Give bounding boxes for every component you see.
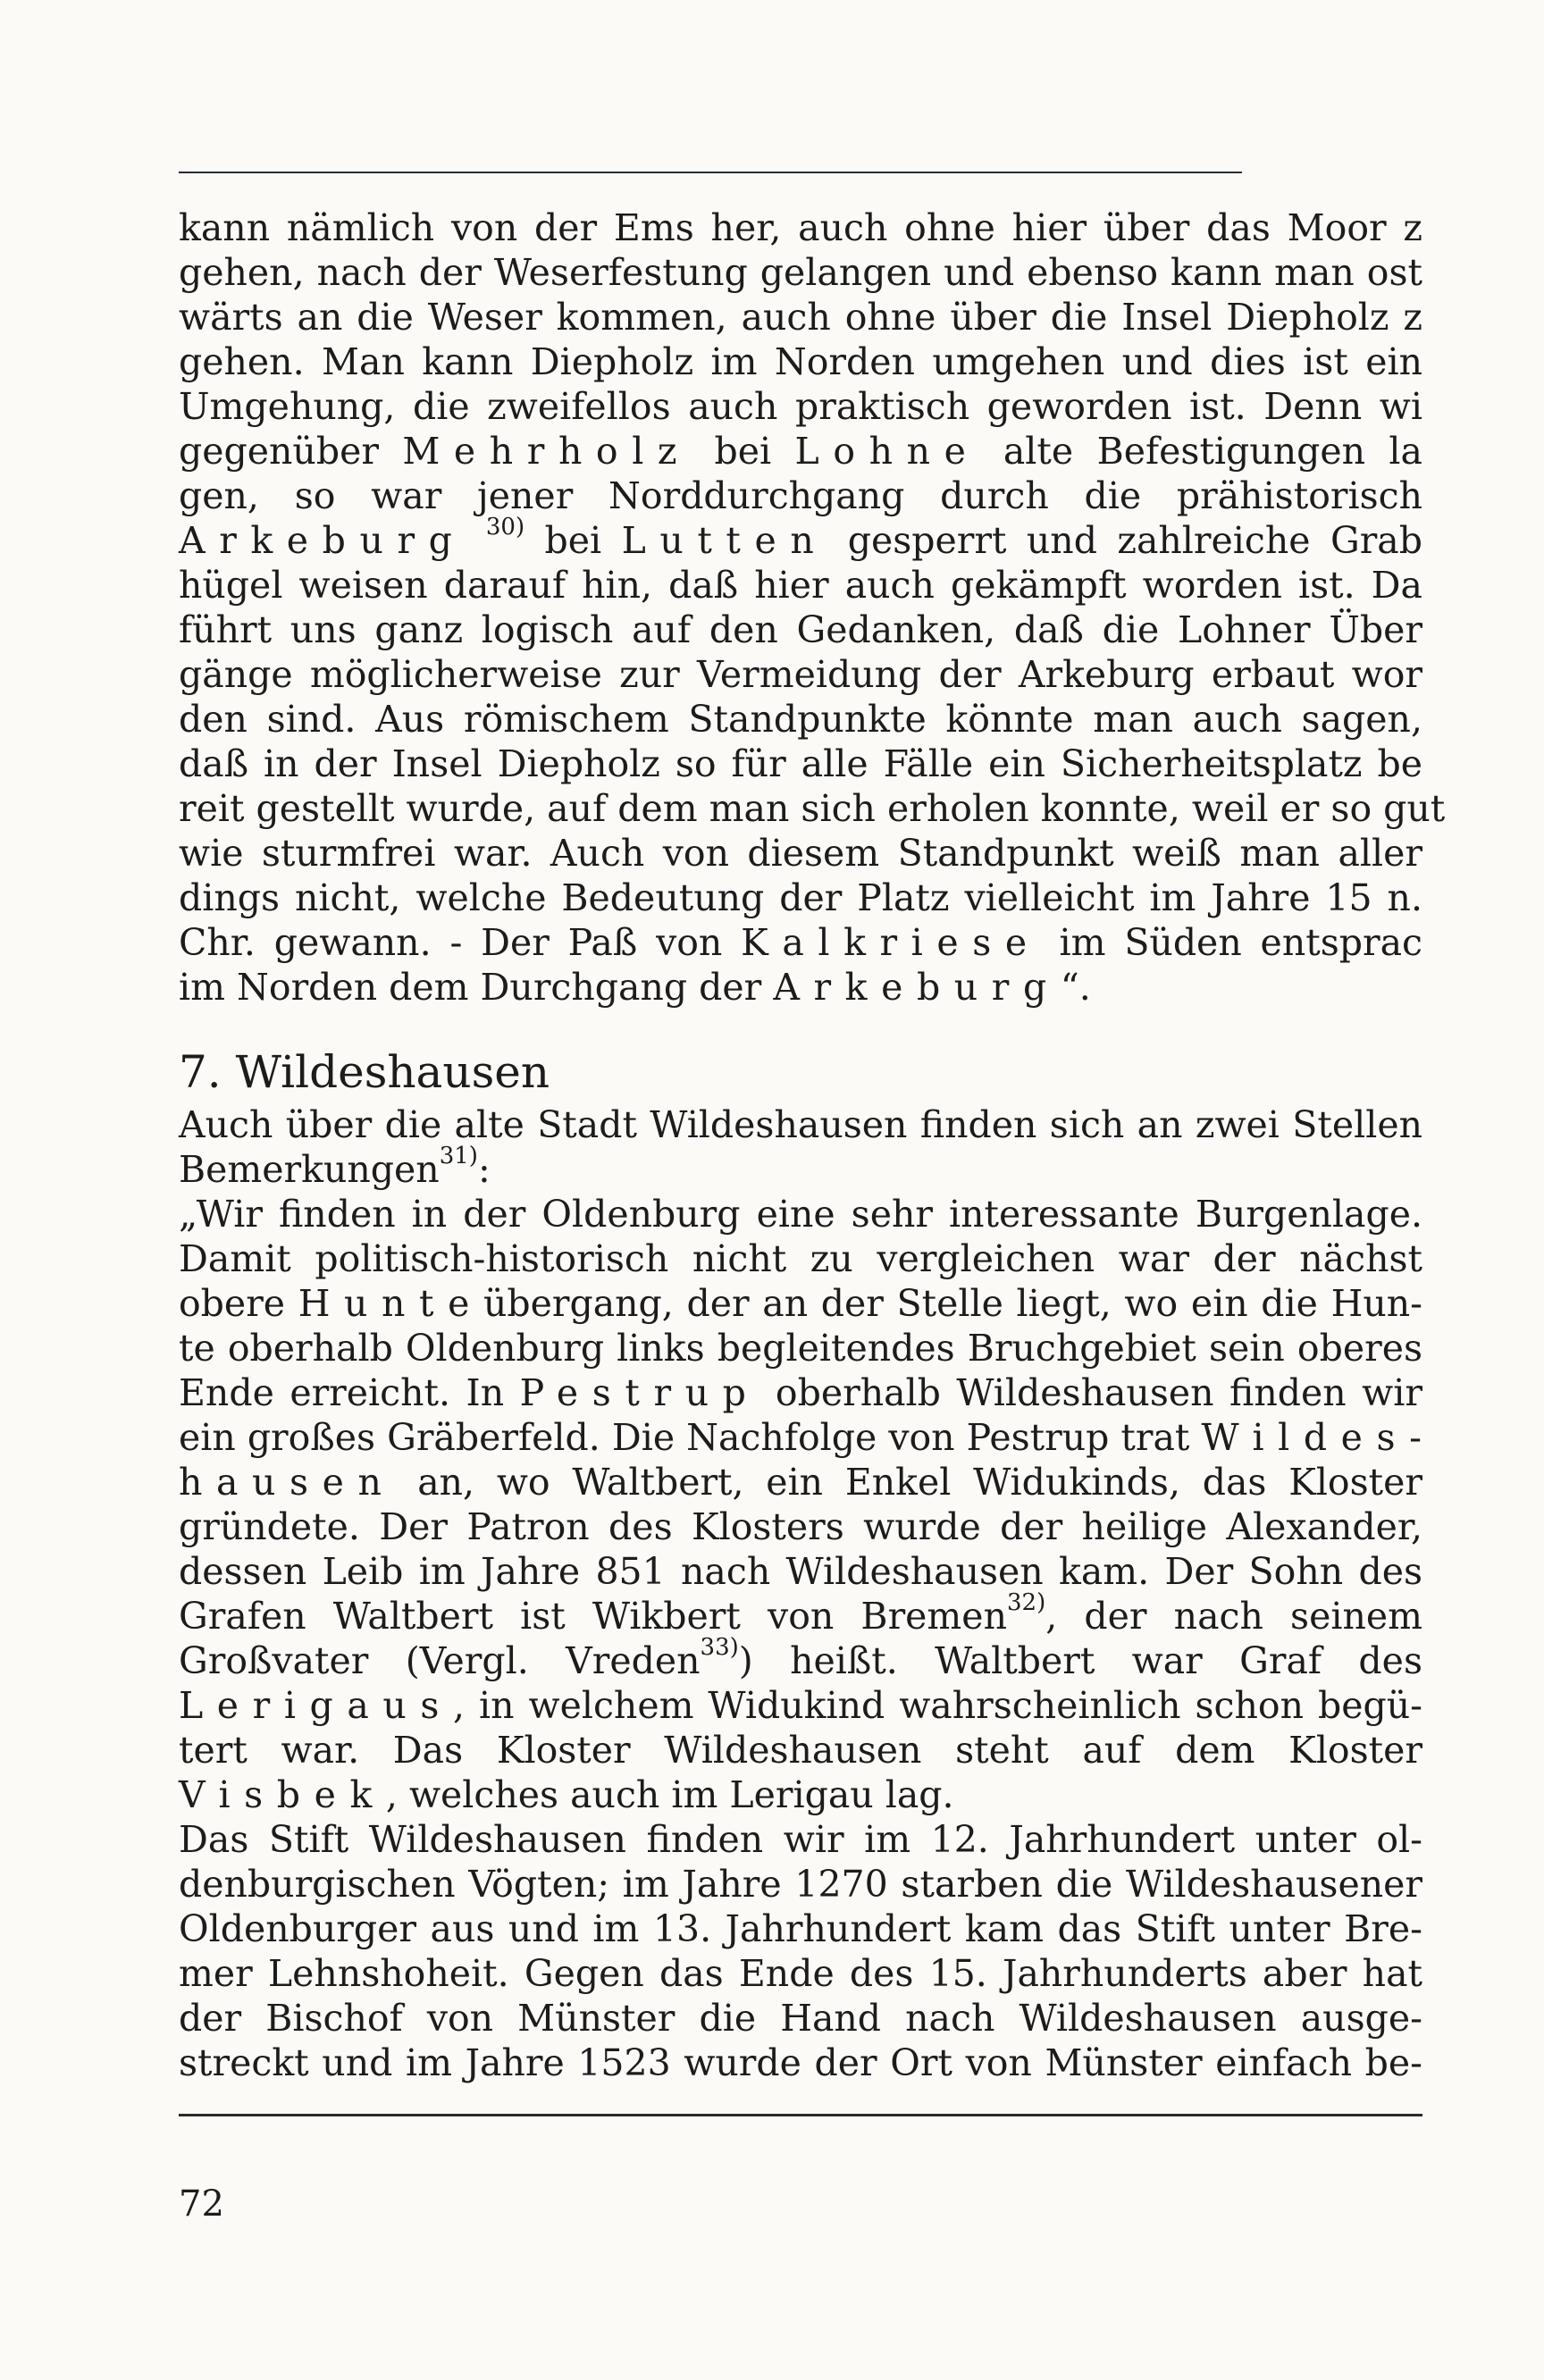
text-run: führt uns ganz logisch auf den Gedanken, daß die Lohner Über (179, 608, 1422, 651)
footnote-ref: 31) (439, 1143, 478, 1170)
spaced-word: Arkeburg (773, 966, 1061, 1009)
text-run: im Süden entsprac (1040, 921, 1422, 964)
text-line (179, 429, 1422, 473)
text-line (179, 1102, 1422, 1147)
text-line (179, 1772, 1422, 1817)
text-line (179, 1728, 1422, 1772)
spaced-word: Wildes- (1201, 1416, 1436, 1459)
text-run: der Bischof von Münster die Hand nach Wildeshausen ausge- (179, 1997, 1422, 2040)
text-line (179, 1326, 1422, 1370)
text-run: tert war. Das Kloster Wildeshausen steht auf dem Kloster (179, 1729, 1422, 1772)
spaced-word: Pestrup (519, 1371, 760, 1414)
text-line (179, 608, 1422, 652)
section-wildeshausen-text (179, 1102, 1436, 2085)
text-run: den sind. Aus römischem Standpunkte könnte man auch sagen, (179, 698, 1422, 741)
text-line (179, 1817, 1422, 1862)
text-line (179, 1460, 1422, 1504)
spaced-word: hausen (179, 1461, 396, 1504)
text-run: te oberhalb Oldenburg links begleitendes Bruchgebiet sein oberes (179, 1327, 1422, 1370)
text-line (179, 1951, 1422, 1996)
text-run: , in welchem Widukind wahrscheinlich schon begü- (452, 1684, 1422, 1727)
footnote-ref: 30) (485, 514, 525, 541)
text-line (179, 514, 1422, 563)
text-line (179, 1192, 1422, 1236)
text-line (179, 1634, 1422, 1683)
text-line (179, 1504, 1422, 1549)
text-run: streckt und im Jahre 1523 wurde der Ort von Münster einfach be- (179, 2041, 1422, 2084)
text-run: gen, so war jener Norddurchgang durch die prähistorisch (179, 474, 1422, 517)
spaced-word: Arkeburg (179, 519, 466, 562)
text-line (179, 2041, 1422, 2085)
text-line (179, 1589, 1422, 1638)
spaced-word: Lohne (794, 430, 980, 473)
text-run: wärts an die Weser kommen, auch ohne über die Insel Diepholz z (179, 296, 1422, 339)
text-line (179, 1415, 1436, 1460)
footnote-ref: 32) (1006, 1589, 1046, 1617)
text-line (179, 1281, 1422, 1326)
text-run: gehen. Man kann Diepholz im Norden umgehen und dies ist ein (179, 340, 1422, 383)
text-line (179, 786, 1446, 831)
text-run: wie sturmfrei war. Auch von diesem Standpunkt weiß man aller (179, 832, 1422, 875)
text-run: , welches auch im Lerigau lag. (385, 1773, 954, 1816)
spaced-word: Mehrholz (402, 430, 692, 473)
text-run (466, 519, 485, 562)
text-run: gegenüber (179, 430, 403, 473)
text-run: an, wo Waltbert, ein Enkel Widukinds, das Kloster (395, 1461, 1422, 1504)
footnote-ref: 33) (700, 1634, 739, 1662)
spaced-word: Lerigaus (179, 1684, 453, 1727)
text-run: Damit politisch-historisch nicht zu vergleichen war der nächst (179, 1237, 1422, 1280)
text-line (179, 831, 1422, 876)
text-run: dings nicht, welche Bedeutung der Platz vielleicht im Jahre 15 n. (179, 876, 1422, 919)
text-run: mer Lehnshoheit. Gegen das Ende des 15. Jahrhunderts aber hat (179, 1952, 1422, 1995)
text-line (179, 965, 1422, 1010)
text-run: Ende erreicht. In (179, 1371, 520, 1414)
text-run: Oldenburger aus und im 13. Jahrhundert kam das Stift unter Bre- (179, 1907, 1422, 1950)
text-line (179, 1236, 1422, 1281)
text-run: , der nach seinem (1045, 1595, 1422, 1638)
text-run: „Wir finden in der Oldenburg eine sehr interessante Burgenlage. (179, 1193, 1422, 1236)
text-line (179, 384, 1422, 429)
text-run: Das Stift Wildeshausen finden wir im 12. Jahrhundert unter ol- (179, 1818, 1422, 1861)
spaced-word: Kalkriese (741, 921, 1041, 964)
section-heading: 7. Wildeshausen (179, 1046, 550, 1098)
text-line (179, 1862, 1422, 1907)
text-line (179, 1370, 1422, 1415)
text-line (179, 1549, 1422, 1594)
text-line (179, 1907, 1422, 1951)
text-run: im Norden dem Durchgang der (179, 966, 774, 1009)
text-line (179, 1143, 1422, 1192)
text-run: oberhalb Wildeshausen finden wir (759, 1371, 1422, 1414)
text-run: denburgischen Vögten; im Jahre 1270 starben die Wildeshausener (179, 1863, 1422, 1906)
text-line (179, 205, 1422, 250)
text-run: kann nämlich von der Ems her, auch ohne hier über das Moor z (179, 206, 1422, 249)
text-line (179, 742, 1422, 786)
bottom-rule (179, 2114, 1422, 2116)
text-run: ) heißt. Waltbert war Graf des (738, 1639, 1422, 1682)
text-line (179, 697, 1422, 742)
text-run: Auch über die alte Stadt Wildeshausen finden sich an zwei Stellen (179, 1103, 1422, 1146)
text-run: gründete. Der Patron des Klosters wurde der heilige Alexander, (179, 1505, 1422, 1548)
text-line (179, 876, 1422, 920)
spaced-word: Visbek (179, 1773, 386, 1816)
text-run: Bemerkungen (179, 1148, 440, 1191)
text-run: Großvater (Vergl. Vreden (179, 1639, 701, 1682)
text-run: bei (691, 430, 795, 473)
text-run: Umgehung, die zweifellos auch praktisch geworden ist. Denn wi (179, 385, 1422, 428)
text-run: daß in der Insel Diepholz so für alle Fälle ein Sicherheitsplatz be (179, 742, 1422, 785)
text-run: obere (179, 1282, 298, 1325)
text-run: Grafen Waltbert ist Wikbert von Bremen (179, 1595, 1007, 1638)
text-line (179, 652, 1422, 697)
page-number: 72 (179, 2183, 224, 2225)
text-run: bei (524, 519, 622, 562)
text-run: hügel weisen darauf hin, daß hier auch gekämpft worden ist. Da (179, 564, 1422, 607)
spaced-word: Lutten (621, 519, 828, 562)
text-line (179, 295, 1422, 339)
text-line (179, 920, 1422, 965)
top-rule (179, 172, 1242, 173)
text-run: : (477, 1148, 491, 1191)
text-run: gänge möglicherweise zur Vermeidung der Arkeburg erbaut wor (179, 653, 1422, 696)
text-run: reit gestellt wurde, auf dem man sich erholen konnte, weil er so gut (179, 787, 1446, 830)
text-run: gehen, nach der Weserfestung gelangen und ebenso kann man ost (179, 251, 1422, 294)
text-run: “. (1060, 966, 1091, 1009)
section-arkeburg-text (179, 205, 1446, 1010)
text-line (179, 473, 1422, 518)
text-line (179, 250, 1422, 295)
text-line (179, 339, 1422, 384)
text-run: Chr. gewann. - Der Paß von (179, 921, 742, 964)
text-run: ein großes Gräberfeld. Die Nachfolge von Pestrup trat (179, 1416, 1202, 1459)
text-line (179, 1683, 1422, 1728)
text-line (179, 563, 1422, 608)
text-run: alte Befestigungen la (979, 430, 1422, 473)
text-line (179, 1996, 1422, 2041)
text-run: gesperrt und zahlreiche Grab (827, 519, 1422, 562)
spaced-word: Hunte (298, 1282, 483, 1325)
text-run: übergang, der an der Stelle liegt, wo ein die Hun- (482, 1282, 1422, 1325)
page-body (179, 205, 1446, 2085)
text-run: dessen Leib im Jahre 851 nach Wildeshausen kam. Der Sohn des (179, 1550, 1422, 1593)
